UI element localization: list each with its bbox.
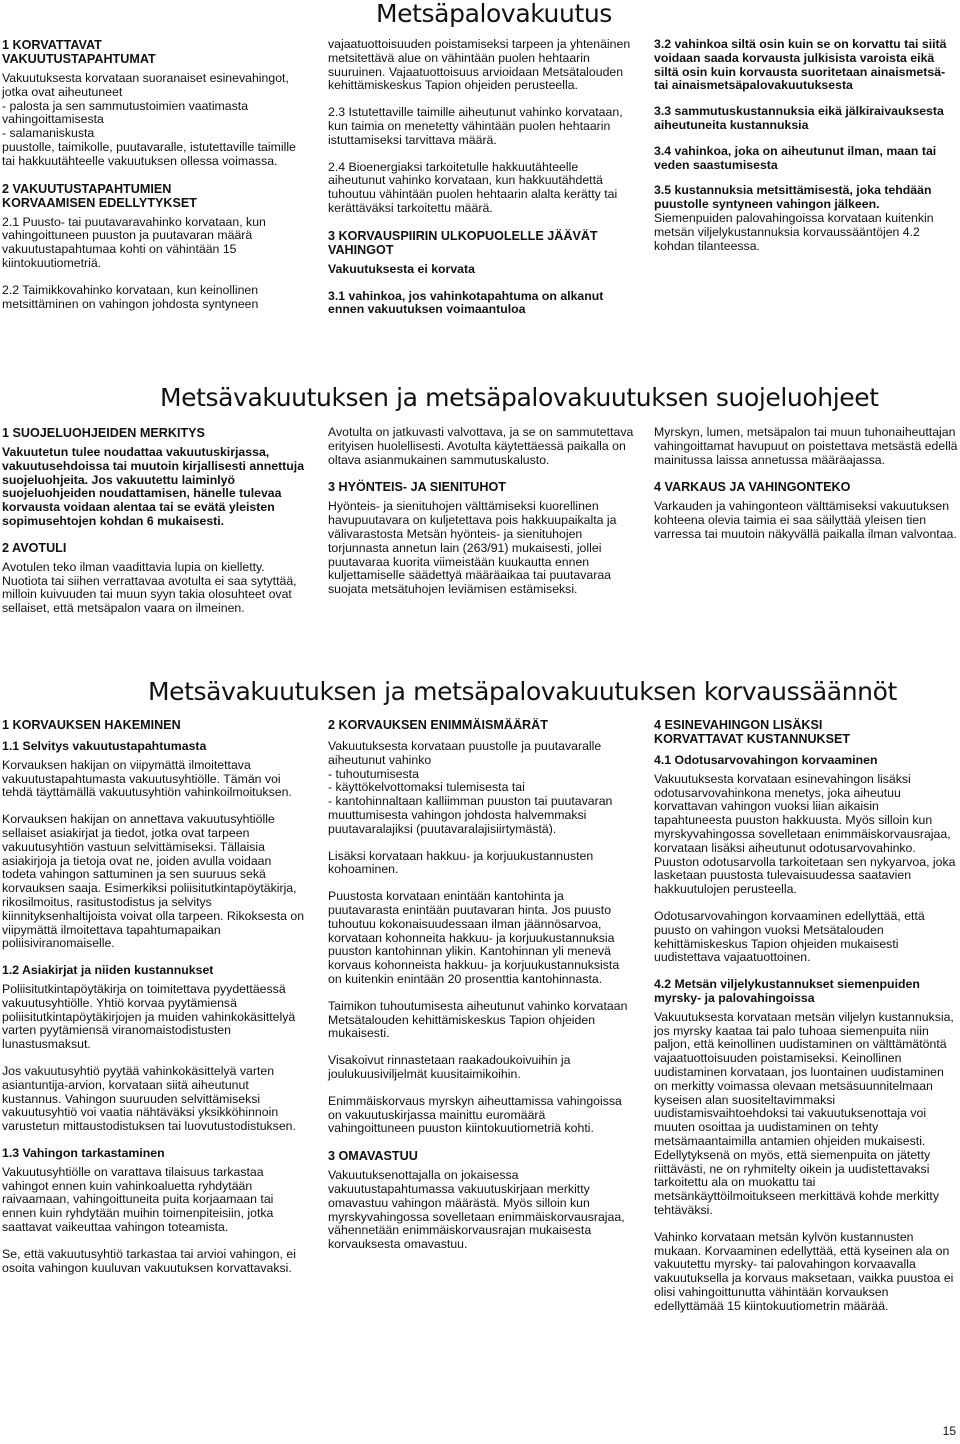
s1-heading-2: 2 VAKUUTUSTAPAHTUMIEN KORVAAMISEN EDELLYTYKSET [2, 181, 197, 210]
s3-paragraph: Jos vakuutusyhtiö pyytää vahinkokäsittelyä varten asiantuntija-arvion, korvataan siitä aiheutunut kustannus. Vahingon suuruuden selvittämiseksi vakuutusyhtiö voi vaatia nähtäväksi yksikköhinnoin varustetun mittaustodistuksen tai luovutustodistuksen. [2, 1063, 296, 1134]
s3-heading-2: 2 KORVAUKSEN ENIMMÄISMÄÄRÄT [328, 718, 548, 732]
s3-column-1 [2, 718, 308, 1288]
s1-paragraph: 2.3 Istutettaville taimille aiheutunut vahinko korvataan, kun taimia on menetetty vähintään puolen hehtaarin istuttamiseksi tarvittava määrä. [328, 105, 623, 147]
s2-heading-2: 2 AVOTULI [2, 540, 67, 555]
s2-bold-paragraph: Vakuutetun tulee noudattaa vakuutuskirjassa, vakuutusehdoissa tai muutoin kirjallisesti annettuja suojeluohjeita. Jos vakuutettu laiminlyö suojeluohjeiden noudattamisen, hänelle tulevaa korvausta voidaan alentaa tai se evätä yleisten sopimusehtojen kohdan 6 mukaisesti. [2, 445, 305, 528]
s1-bold-paragraph: 3.1 vahinkoa, jos vahinkotapahtuma on alkanut ennen vakuutuksen voimaantuloa [328, 288, 604, 317]
s1-subheading: Vakuutuksesta ei korvata [328, 261, 475, 276]
s1-paragraph: Vakuutuksesta korvataan suoranaiset esinevahingot, jotka ovat aiheutuneet [2, 71, 289, 99]
s3-paragraph: Poliisitutkintapöytäkirja on toimitettava pyydettäessä vakuutusyhtiölle. Yhtiö korvaa pyytämiensä poliisitutkintapöytäkirjojen ja muiden vahinkokäsittelyä varten pyytämiensä viranomaistodistusten lunastusmaksut. [2, 981, 296, 1052]
s3-subheading-4-2: 4.2 Metsän viljelykustannukset siemenpuiden myrsky- ja palovahingoissa [654, 977, 920, 1005]
s3-bullet: - tuhoutumisesta [328, 766, 419, 781]
s1-bullet: - palosta ja sen sammutustoimien vaatimasta vahingoittamisesta [2, 98, 249, 127]
s2-paragraph: Avotulen teko ilman vaadittavia lupia on kielletty. Nuotiota tai siihen verrattavaa avotulta ei saa sytyttää, milloin kuivuuden tai muun syyn takia olosuhteet ovat sellaiset, että metsäpalon vaara on ilmeinen. [2, 559, 297, 616]
s2-column-1 [2, 426, 308, 629]
s3-heading-1: 1 KORVAUKSEN HAKEMINEN [2, 718, 181, 732]
s2-column-3 [654, 426, 958, 555]
s3-subheading-1-1: 1.1 Selvitys vakuutustapahtumasta [2, 739, 207, 753]
s1-paragraph: 2.1 Puusto- tai puutavaravahinko korvataan, kun vahingoittuneen puuston ja puutavaran määrä vakuutustapahtumaa kohti on vähintään 15 kiintokuutiometriä. [2, 214, 266, 270]
s3-paragraph: Korvauksen hakijan on annettava vakuutusyhtiölle sellaiset asiakirjat ja tiedot, jotka ovat tarpeen vakuutusyhtiön vastuun selvittämiseksi. Tällaisia asiakirjoja ja tietoja ovat ne, joiden avulla voidaan todeta vahingon sattuminen ja sen suuruus sekä korvauksen saaja. Esimerkiksi poliisitutkintapöytäkirja, rikosilmoitus, rasitustodistus ja selvitys kiinnityksenhaltijoista voivat olla tarpeen. Rikoksesta on viipymättä ilmoitettava tapahtumapaikan poliisiviranomaiselle. [2, 812, 305, 951]
s3-paragraph: Vakuutuksesta korvataan esinevahingon lisäksi odotusarvovahinkona menetys, joka aiheutuu korvattavan vahingon vuoksi liian aikaisin tapahtuneesta puuston hakkuusta. Myös silloin kun myrskyvahingossa sovelletaan enimmäiskorvausrajaa, korvataan lisäksi aiheutunut odotusarvovahinko. Puuston odotusarvolla tarkoitetaan sen nykyarvoa, joka lasketaan puustosta tulevaisuudessa saatavien hakkuutulojen perusteella. [654, 771, 956, 897]
s3-paragraph: Odotusarvovahingon korvaaminen edellyttää, että puusto on vahingon vuoksi Metsätalouden kehittämiskeskus Tapion ohjeiden mukaisesti uudistettava vajaatuottoinen. [654, 908, 925, 965]
s3-paragraph: Vakuutusyhtiölle on varattava tilaisuus tarkastaa vahingot ennen kuin vahinkoaluetta ryhdytään raivaamaan, vahingoittuneita puita korjaamaan tai ennen kuin ryhdytään muihin toimenpiteisiin, jotka saattavat vaikeuttaa vahingon toteamista. [2, 1164, 274, 1234]
s1-bold-paragraph: 3.3 sammutuskustannuksia eikä jälkiraivauksesta aiheutuneita kustannuksia [654, 104, 944, 132]
s1-bold-paragraph: 3.4 vahinkoa, joka on aiheutunut ilman, maan tai veden saastumisesta [654, 143, 937, 172]
s1-heading-3: 3 KORVAUSPIIRIN ULKOPUOLELLE JÄÄVÄT VAHINGOT [328, 228, 598, 257]
s2-heading-4: 4 VARKAUS JA VAHINGONTEKO [654, 480, 851, 495]
s3-subheading-1-2: 1.2 Asiakirjat ja niiden kustannukset [2, 963, 214, 978]
s1-paragraph: 2.4 Bioenergiaksi tarkoitetulle hakkuutähteelle aiheutunut vahinko korvataan, kun hakkuutähdettä tuhoutuu vähintään puolen hehtaarin alalta kerätty tai kerättäväksi tarkoitettu määrä. [328, 159, 618, 215]
s3-paragraph: Vakuutuksesta korvataan metsän viljelyn kustannuksia, jos myrsky kaataa tai palo tuhoaa siemenpuita niin paljon, että keinollinen uudistaminen on välttämätöntä vajaatuottoisuuden poistamiseksi. Keinollinen uudistaminen korvataan, jos luontainen uudistaminen on merkitty voimassa olevaan metsäsuunnitelmaan kyseisen alan suositeltavimmaksi uudistamisvaihtoehdoksi tai vakuutuksenottaja voi muuten osoittaa ja uudistaminen on tehty metsämaantaimilla antamien ohjeiden mukaisesti. Edellytyksenä on myös, että siemenpuita on jätetty riittävästi, ne on ryhmitelty oikein ja uudistettavaksi tarkoitettu ala on muokattu tai metsänkäyttöilmoitukseen merkittävä kohde merkitty tehtäväksi. [654, 1009, 954, 1217]
s1-paragraph: puustolle, taimikolle, puutavaralle, istutettaville taimille tai hakkuutähteelle vakuutuksen ollessa voimassa. [2, 139, 296, 168]
s3-bullet: - kantohinnaltaan kalliimman puuston tai puutavaran muuttumisesta vahingon johdosta halvemmaksi puutavaralajiksi (puutavaralajisiirtymästä). [328, 794, 613, 836]
s3-paragraph: Visakoivut rinnastetaan raakadoukoivuihin ja joulukuusiviljelmät kuusitaimikoihin. [328, 1053, 571, 1081]
s2-column-2 [328, 426, 634, 610]
s3-paragraph: Vakuutuksesta korvataan puustolle ja puutavaralle aiheutunut vahinko [328, 739, 602, 767]
s3-heading-3: 3 OMAVASTUU [328, 1149, 418, 1164]
section-title-suojeluohjeet: Metsävakuutuksen ja metsäpalovakuutuksen suojeluohjeet [160, 383, 879, 412]
s1-heading-1: 1 KORVATTAVAT VAKUUTUSTAPAHTUMAT [2, 38, 156, 66]
section-title-metsapalovakuutus: Metsäpalovakuutus [376, 0, 612, 28]
s2-paragraph: Myrskyn, lumen, metsäpalon tai muun tuhonaiheuttajan vahingoittamat havupuut on poistettava metsästä edellä mainitussa laissa annetussa määräajassa. [654, 425, 958, 467]
s1-paragraph: 2.2 Taimikkovahinko korvataan, kun keinollinen metsittäminen on vahingon johdosta syntyneen [2, 282, 259, 311]
s3-paragraph: Vahinko korvataan metsän kylvön kustannusten mukaan. Korvaaminen edellyttää, että kyseinen ala on vakuutettu myrsky- tai palovahingon korvaavalla vakuutuksella ja korvaus maksetaan, vaikka puustoa ei olisi vahingoittunutta vähintään korvauksen edellyttämää 15 kiintokuutiometrin määrää. [654, 1229, 954, 1313]
s2-paragraph: Varkauden ja vahingonteon välttämiseksi vakuutuksen kohteena olevia taimia ei saa säilyttää yleisen tien varressa tai muutoin näkyvällä paikalla ilman valvontaa. [654, 499, 957, 541]
s3-paragraph: Vakuutuksenottajalla on jokaisessa vakuutustapahtumassa vakuutuskirjaan merkitty omavastuu vahingon määrästä. Myös silloin kun myrskyvahingossa sovelletaan enimmäiskorvausrajaa, vähennetään enimmäiskorvausrajan mukaisesta korvauksesta omavastuu. [328, 1168, 625, 1252]
s1-bold-paragraph: 3.5 kustannuksia metsittämisestä, joka tehdään puustolle syntyneen vahingon jälkeen. [654, 183, 932, 212]
s3-paragraph: Taimikon tuhoutumisesta aiheutunut vahinko korvataan Metsätalouden kehittämiskeskus Tapion ohjeiden mukaisesti. [328, 998, 628, 1041]
s3-paragraph: Korvauksen hakijan on viipymättä ilmoitettava vakuutustapahtumasta vakuutusyhtiölle. Tämän voi tehdä täyttämällä vakuutusyhtiön vahinkoilmoituksen. [2, 757, 292, 800]
s3-paragraph: Puustosta korvataan enintään kantohinta ja puutavarasta enintään puutavaran hinta. Jos puusto tuhoutuu kokonaisuudessaan ilman jäännösarvoa, korvataan kohonneita hakkuu- ja korjuukustannuksia puuston kantohinnan ylikin. Kantohinnan yli menevä korvaus kohonneista hakkuu- ja korjuukustannuksista on kuitenkin enintään 20 prosenttia kantohinnasta. [328, 889, 620, 986]
s1-bold-paragraph: 3.2 vahinkoa siltä osin kuin se on korvattu tai siitä voidaan saada korvausta julkisista varoista eikä siltä osin kuin korvausta suoritetaan ainaismetsä- tai ainaismetsäpalovakuutuksesta [654, 37, 947, 93]
s3-paragraph: Lisäksi korvataan hakkuu- ja korjuukustannusten kohoaminen. [328, 848, 594, 877]
s2-paragraph: Avotulta on jatkuvasti valvottava, ja se on sammutettava erityisen huolellisesti. Avotulta käytettäessä paikalla on oltava asianmukainen sammutuskalusto. [328, 425, 634, 467]
s3-heading-4: 4 ESINEVAHINGON LISÄKSI KORVATTAVAT KUSTANNUKSET [654, 718, 851, 746]
s1-column-1 [2, 38, 308, 324]
s3-column-2 [328, 718, 634, 1265]
s2-paragraph: Hyönteis- ja sienituhojen välttämiseksi kuorellinen havupuutavara on kuljetettava pois hakkuupaikalta ja välivarastosta Metsän hyönteis- ja sienituhojen torjunnasta annetun lain (263/91) mukaisesti, jollei puutavaraa kuorita viimeistään kuukautta ennen kuljettamiselle säädettyä määräaikaa tai puutavaraa suojata metsätuhojen leviämisen estämiseksi. [328, 499, 617, 597]
s1-column-2 [328, 38, 634, 330]
s3-subheading-1-3: 1.3 Vahingon tarkastaminen [2, 1145, 165, 1160]
s1-column-3 [654, 38, 958, 266]
s2-heading-1: 1 SUOJELUOHJEIDEN MERKITYS [2, 426, 205, 440]
s3-subheading-4-1: 4.1 Odotusarvovahingon korvaaminen [654, 753, 878, 767]
s3-bullet: - käyttökelvottomaksi tulemisesta tai [328, 780, 525, 795]
s3-column-3 [654, 718, 958, 1326]
s1-paragraph: vajaatuottoisuuden poistamiseksi tarpeen ja yhtenäinen metsitettävä alue on vähintään puolen hehtaarin suuruinen. Vajaatuottoisuus arvioidaan Metsätalouden kehittämiskeskus Tapion ohjeiden perusteella. [328, 37, 631, 93]
s1-bullet: - salamaniskusta [2, 126, 95, 141]
page-number: 15 [942, 1424, 956, 1438]
s3-paragraph: Enimmäiskorvaus myrskyn aiheuttamissa vahingoissa on vakuutuskirjassa mainittu euromäärä vahingoittuneen puuston kiintokuutiometriä kohti. [328, 1093, 622, 1136]
s1-paragraph: Siemenpuiden palovahingoissa korvataan kuitenkin metsän viljelykustannuksia korvaussääntöjen 4.2 kohdan tilanteessa. [654, 210, 934, 253]
section-title-korvaussaannot: Metsävakuutuksen ja metsäpalovakuutuksen korvaussäännöt [148, 677, 897, 706]
s2-heading-3: 3 HYÖNTEIS- JA SIENITUHOT [328, 480, 506, 495]
s3-paragraph: Se, että vakuutusyhtiö tarkastaa tai arvioi vahingon, ei osoita vahingon kuuluvan vakuutuksen korvattavaksi. [2, 1246, 296, 1275]
